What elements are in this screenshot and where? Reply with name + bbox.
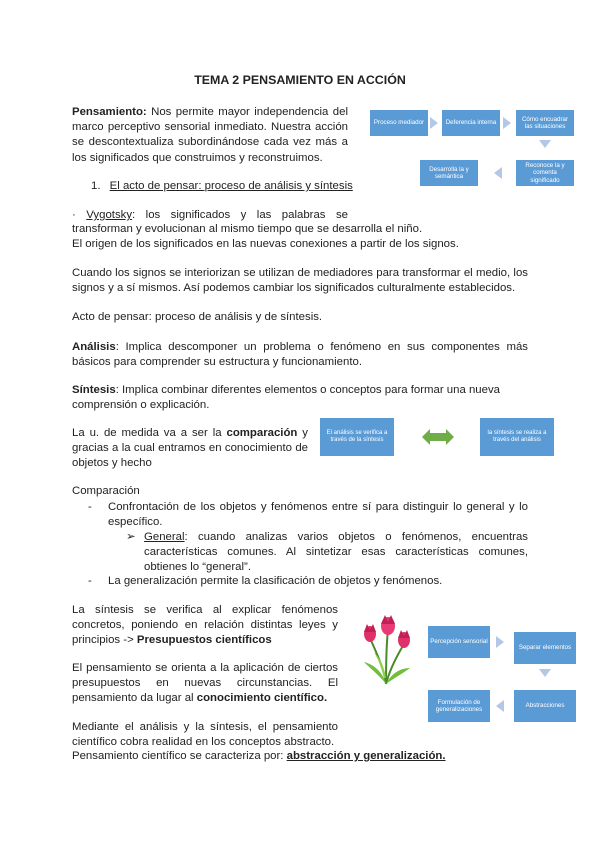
caracteriza-pre: Pensamiento científico se caracteriza por: bbox=[72, 750, 287, 762]
medida-pre: La u. de medida va a ser la bbox=[72, 427, 227, 439]
diagram1-box-2: Deferencia interna bbox=[442, 110, 500, 136]
mediante-paragraph: Mediante el análisis y la síntesis, el pensamiento científico cobra realidad en los conceptos abstracto. bbox=[72, 721, 338, 749]
bullet: · bbox=[72, 209, 76, 221]
arrow-bullet-icon: ➢ bbox=[126, 531, 136, 543]
pensamiento-paragraph bbox=[72, 105, 348, 166]
arrow-left-icon bbox=[496, 700, 504, 712]
general-text: : cuando analizas varios objetos o fenómenos, encuentras características comunes. Al sintetizar esas características comunes, obtienes lo “general”. bbox=[144, 531, 528, 574]
orienta-paragraph bbox=[72, 661, 338, 707]
sintesis-text: : Implica combinar diferentes elementos o conceptos para formar una nueva comprensión o explicación. bbox=[72, 384, 501, 412]
acto-paragraph: Acto de pensar: proceso de análisis y de síntesis. bbox=[72, 311, 323, 323]
analysis-synthesis-diagram bbox=[318, 416, 547, 462]
section-heading-text: El acto de pensar: proceso de análisis y síntesis bbox=[109, 180, 353, 192]
diagram2-left-box: El análisis se verifica a través de la síntesis bbox=[320, 418, 394, 456]
tulips-image bbox=[358, 608, 414, 686]
vygotsky-name: Vygotsky bbox=[86, 209, 133, 221]
vygotsky-line-3: El origen de los significados en las nuevas conexiones a partir de los signos. bbox=[72, 238, 459, 250]
verifica-bold: Presupuestos científicos bbox=[136, 634, 272, 647]
medida-paragraph bbox=[72, 426, 308, 472]
medida-bold: comparación bbox=[226, 427, 298, 439]
pensamiento-text: Nos permite mayor independencia del marco perceptivo sensorial inmediato. Nuestra acción se descontextualiza subordinándose cada vez más a los significados que construimos y reconstruimos. bbox=[72, 106, 348, 164]
medida-post: y gracias a la cual entramos en conocimiento de objetos y hecho bbox=[72, 427, 308, 470]
diagram3-box-2: Separar elementos bbox=[514, 632, 576, 664]
double-arrow-icon bbox=[422, 429, 454, 445]
analisis-label: Análisis bbox=[72, 341, 116, 353]
diagram1-box-3: Cómo encuadrar las situaciones bbox=[516, 110, 574, 136]
analisis-paragraph bbox=[72, 340, 528, 370]
diagram1-box-1: Proceso mediador bbox=[370, 110, 428, 136]
comparacion-heading: Comparación bbox=[72, 485, 140, 497]
diagram3-box-4: Formulación de generalizaciones bbox=[428, 690, 490, 722]
arrow-right-icon bbox=[503, 117, 511, 129]
diagram1-box-5: Desarrolla la y semántica bbox=[420, 160, 478, 186]
verifica-paragraph bbox=[72, 603, 338, 649]
signos-paragraph: Cuando los signos se interiorizan se utilizan de mediadores para transformar el medio, los signos y a sí mismos. Así podemos cambiar los significados culturalmente establecidos. bbox=[72, 267, 528, 295]
vygotsky-line-2: transforman y evolucionan al mismo tiempo que se desarrolla el niño. bbox=[72, 223, 423, 235]
dash-1: - bbox=[88, 501, 92, 513]
vygotsky-line-1 bbox=[72, 208, 348, 223]
arrow-right-icon bbox=[430, 117, 438, 129]
dash-2: - bbox=[88, 575, 92, 587]
diagram3-box-3: Abstracciones bbox=[514, 690, 576, 722]
general-subitem bbox=[144, 530, 528, 576]
arrow-right-icon bbox=[496, 636, 504, 648]
cycle-diagram-1 bbox=[366, 104, 578, 196]
comparacion-item-1: Confrontación de los objetos y fenómenos entre sí para distinguir lo general y lo específico. bbox=[108, 501, 528, 529]
comparacion-item-2: La generalización permite la clasificación de objetos y fenómenos. bbox=[108, 575, 443, 587]
sintesis-label: Síntesis bbox=[72, 384, 116, 396]
arrow-down-icon bbox=[539, 140, 551, 148]
general-label: General bbox=[144, 531, 185, 543]
orienta-bold: conocimiento científico. bbox=[196, 692, 328, 705]
caracteriza-bold: abstracción y generalización. bbox=[286, 750, 446, 762]
orienta-pre: El pensamiento se orienta a la aplicación de ciertos presupuestos en nuevas circunstancias. El pensamiento da lugar al bbox=[72, 662, 338, 705]
cycle-diagram-2 bbox=[424, 624, 584, 728]
diagram3-box-1: Percepción sensorial bbox=[428, 626, 490, 658]
arrow-down-icon bbox=[539, 669, 551, 677]
section-number: 1. bbox=[91, 180, 101, 192]
section-1-heading bbox=[91, 179, 353, 194]
verifica-pre: La síntesis se verifica al explicar fenómenos concretos, poniendo en relación distintas leyes y principios -> bbox=[72, 604, 338, 647]
sintesis-paragraph bbox=[72, 383, 528, 413]
pensamiento-label: Pensamiento: bbox=[72, 106, 147, 118]
diagram2-right-box: la síntesis se realiza a través del análisis bbox=[480, 418, 554, 456]
analisis-text: : Implica descomponer un problema o fenómeno en sus componentes más básicos para comprender su estructura y funcionamiento. bbox=[72, 341, 528, 369]
vygotsky-text-1: : los significados y las palabras se bbox=[132, 209, 348, 221]
caracteriza-paragraph bbox=[72, 749, 446, 764]
page-title: TEMA 2 PENSAMIENTO EN ACCIÓN bbox=[194, 73, 406, 87]
diagram1-box-4: Reconoce la y comenta significado bbox=[516, 160, 574, 186]
arrow-left-icon bbox=[494, 167, 502, 179]
